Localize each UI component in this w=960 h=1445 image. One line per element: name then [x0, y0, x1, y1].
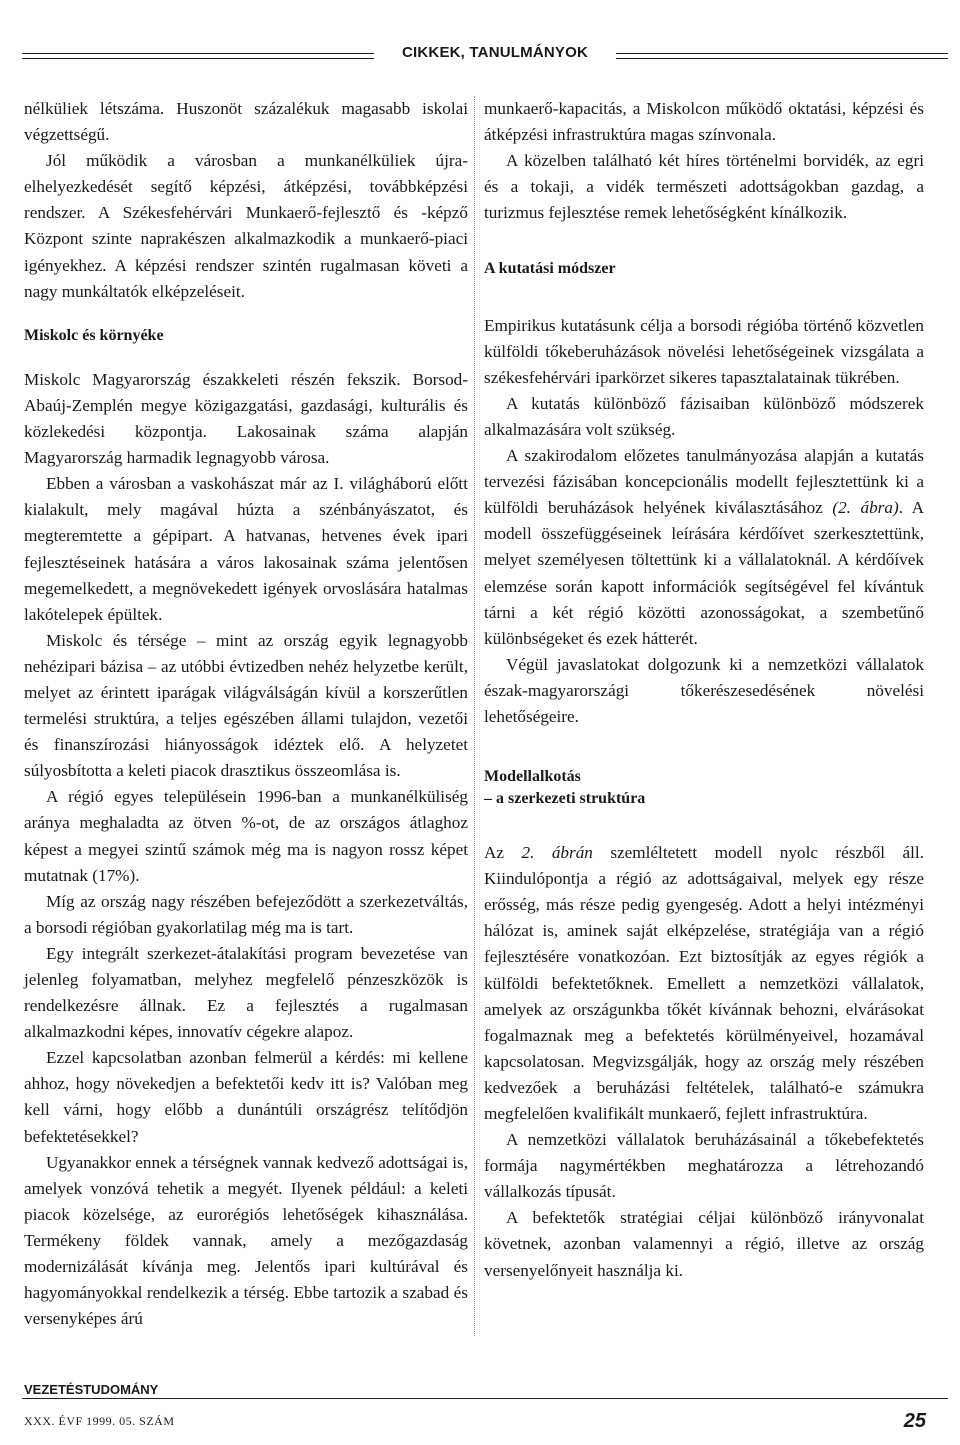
paragraph: Végül javaslatokat dolgozunk ki a nemzetközi vállalatok észak-magyarországi tőkerészesedésének növelési lehetőségeire.	[484, 654, 924, 726]
paragraph: Ebben a városban a vaskohászat már az I. világháború előtt kialakult, mely magával húzta a szénbányászatot, és megteremtette a gépipart. A hatvanas, hetvenes évek ipari fejlesztéseinek hatására a város lakosainak száma jelentősen megemelkedett, a megnövekedett igények orvoslására hatalmas lakótelepek épültek.	[24, 474, 468, 624]
text-run: Az	[484, 843, 522, 863]
paragraph: A régió egyes településein 1996-ban a munkanélküliség aránya meghaladta az ötven %-ot, de az országos átlaghoz képest a megyei szintű számok még ma is nagyon rossz képet mutatnak (17%).	[24, 787, 468, 885]
journal-name: VEZETÉSTUDOMÁNY	[24, 1382, 159, 1397]
section-heading-method: A kutatási módszer	[484, 260, 616, 278]
figure-reference: (2. ábra)	[832, 498, 899, 518]
running-header	[22, 40, 948, 70]
section-heading-miskolc: Miskolc és környéke	[24, 326, 164, 344]
paragraph: Miskolc Magyarország északkeleti részén fekszik. Borsod-Abaúj-Zemplén megye közigazgatási, gazdasági, kulturális és közlekedési központja. Lakosainak száma alapján Magyarország harmadik legnagyobb városa.	[24, 369, 468, 468]
paragraph: Miskolc és térsége – mint az ország egyik legnagyobb nehézipari bázisa – az utóbbi évtizedben nehéz helyzetbe került, melyet az érintett iparágak világválságán kívül a korszerűtlen termelési struktúra, a teljes egészében állami tulajdon, vezetői és finanszírozási hiányosságok idéztek elő. A helyzetet súlyosbította a keleti piacok drasztikus összeomlása is.	[24, 630, 468, 781]
paragraph: A kutatás különböző fázisaiban különböző módszerek alkalmazására volt szükség.	[484, 393, 924, 439]
paragraph: A közelben található két híres történelmi borvidék, az egri és a tokaji, a vidék természeti adottságokban gazdag, a turizmus fejlesztése remek lehetőségként kínálkozik.	[484, 151, 924, 223]
paragraph: A nemzetközi vállalatok beruházásainál a tőkebefektetés formája nagymértékben meghatározza a létrehozandó vállalkozás típusát.	[484, 1130, 924, 1202]
figure-reference: 2. ábrán	[521, 843, 593, 863]
section-heading-modelling	[484, 766, 924, 810]
paragraph	[484, 443, 924, 652]
paragraph: Empirikus kutatásunk célja a borsodi régióba történő közvetlen külföldi tőkeberuházások növelési lehetőségeinek vizsgálata a székesfehérvári iparkörzet sikeres tapasztalatainak tükrében.	[484, 315, 924, 387]
text-run: A szakirodalom előzetes tanulmányozása alapján a kutatás tervezési fázisában koncepcionális modellt fejlesztettünk ki a külföldi beruházások helyének kiválasztásához	[484, 446, 924, 518]
left-column	[24, 96, 468, 1332]
issue-info: XXX. ÉVF 1999. 05. SZÁM	[24, 1414, 175, 1428]
heading-line: – a szerkezeti struktúra	[484, 790, 646, 808]
paragraph	[484, 840, 924, 1127]
paragraph: Egy integrált szerkezet-átalakítási program bevezetése van jelenleg folyamatban, melyhez megfelelő pénzeszközök is rendelkezésre állnak. Ez a fejlesztés a rugalmasan alkalmazkodni képes, innovatív cégekre alapoz.	[24, 943, 468, 1042]
footer-rule	[22, 1398, 948, 1399]
header-rule-left	[22, 53, 374, 59]
column-divider	[474, 96, 475, 1336]
paragraph: Ugyanakkor ennek a térségnek vannak kedvező adottságai is, amelyek vonzóvá tehetik a megyét. Ilyenek például: a keleti piacok közelsége, az eurorégiós lehetőségek kihasználása. Termékeny földek vannak, amely a mezőgazdaság modernizálását kívánja meg. Jelentős ipari kultúrával és hagyományokkal rendelkezik a térség. Ebbe tartozik a szabad és versenyképes árú	[24, 1152, 468, 1329]
paragraph: munkaerő-kapacitás, a Miskolcon működő oktatási, képzési és átképzési infrastruktúra magas színvonala.	[484, 99, 924, 145]
text-run: . A modell összefüggéseinek leírására kérdőívet szerkesztettünk, melyet személyesen töltettünk ki a vállalatoknál. A kérdőívek elemzése során kapott információk segítségével fel kívántuk tárni a két régió közötti azonosságokat, a szembetűnő különbségeket és ezek hátterét.	[484, 498, 924, 648]
paragraph: Jól működik a városban a munkanélküliek újra-elhelyezkedését segítő képzési, átképzési, továbbképzési rendszer. A Székesfehérvári Munkaerő-fejlesztő és -képző Központ szinte naprakészen alkalmazkodik a munkaerő-piaci igényekhez. A képzési rendszer szintén rugalmasan követi a nagy munkáltatók elképzeléseit.	[24, 151, 468, 301]
section-title: CIKKEK, TANULMÁNYOK	[401, 44, 588, 61]
heading-line: Modellalkotás	[484, 768, 581, 786]
paragraph: A befektetők stratégiai céljai különböző irányvonalat követnek, azonban valamennyi a régió, illetve az ország versenyelőnyeit használja ki.	[484, 1208, 924, 1280]
text-run: szemléltetett modell nyolc részből áll. Kiindulópontja a régió az adottságaival, melyek egy része erősség, más része pedig gyengeség. Adott a helyi intézményi hálózat is, aminek saját elképzelése, stratégiája van a régió fejlesztésére vonatkozóan. Ezt biztosítják az egyes régiók a külföldi befektetőknek. Emellett a nemzetközi vállalatok, amelyek az országunkba tőkét kívánnak behozni, elvárásokat fogalmaznak meg a befektetés körülményeivel, hozamával kapcsolatosan. Megvizsgálják, hogy az ország mely részében kedvezőek a beruházási feltételek, található-e számukra megfelelően kvalifikált munkaerő, fejlett infrastruktúra.	[484, 843, 924, 1123]
paragraph: Ezzel kapcsolatban azonban felmerül a kérdés: mi kellene ahhoz, hogy növekedjen a befektetői kedv itt is? Valóban meg kell várni, hogy előbb a dunántúli országrész telítődjön befektetésekkel?	[24, 1048, 468, 1146]
page-number: 25	[903, 1410, 926, 1432]
header-rule-right	[616, 53, 948, 59]
paragraph: Míg az ország nagy részében befejeződött a szerkezetváltás, a borsodi régióban gyakorlatilag még ma is tart.	[24, 891, 468, 937]
paragraph: nélküliek létszáma. Huszonöt százalékuk magasabb iskolai végzettségű.	[24, 99, 468, 145]
right-column	[484, 96, 924, 1284]
